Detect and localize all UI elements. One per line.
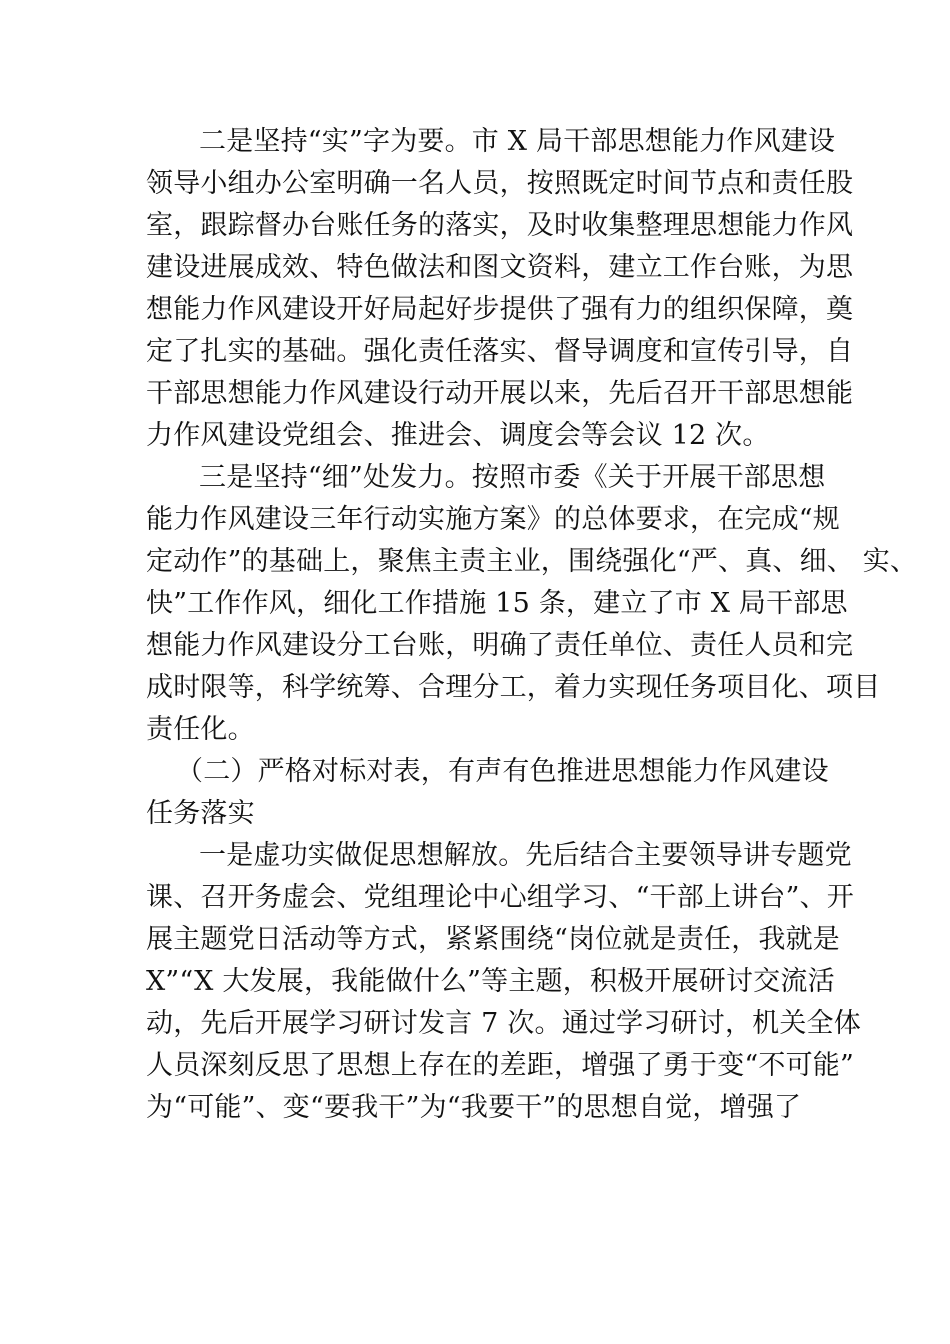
paragraph-4-line-2: 课、召开务虚会、党组理论中心组学习、“干部上讲台”、开: [146, 882, 855, 913]
paragraph-2-line-6: 定了扎实的基础。强化责任落实、督导调度和宣传引导，自: [146, 336, 854, 367]
paragraph-3-line-2: 能力作风建设三年行动实施方案》的总体要求，在完成“规: [146, 504, 841, 535]
paragraph-3-line-6: 成时限等，科学统筹、合理分工，着力实现任务项目化、项目: [146, 672, 881, 703]
paragraph-3-line-3: 定动作”的基础上，聚焦主责主业，围绕强化“严、真、细、 实、: [146, 546, 918, 577]
paragraph-3-line-4: 快”工作作风，细化工作措施 15 条，建立了市 X 局干部思: [146, 588, 848, 619]
paragraph-4-line-3: 展主题党日活动等方式，紧紧围绕“岗位就是责任，我就是: [146, 924, 841, 955]
paragraph-2-line-2: 领导小组办公室明确一名人员，按照既定时间节点和责任股: [146, 168, 854, 199]
paragraph-2-line-7: 干部思想能力作风建设行动开展以来，先后召开干部思想能: [146, 378, 854, 409]
paragraph-3-line-7: 责任化。: [146, 714, 255, 745]
section-heading-line-1: （二）严格对标对表，有声有色推进思想能力作风建设: [176, 756, 829, 787]
paragraph-4-line-6: 人员深刻反思了思想上存在的差距，增强了勇于变“不可能”: [146, 1050, 855, 1081]
paragraph-4-line-5: 动，先后开展学习研讨发言 7 次。通过学习研讨，机关全体: [146, 1008, 861, 1039]
paragraph-3-line-5: 想能力作风建设分工台账，明确了责任单位、责任人员和完: [146, 630, 854, 661]
paragraph-2-line-4: 建设进展成效、特色做法和图文资料，建立工作台账，为思: [146, 252, 854, 283]
section-heading-line-2: 任务落实: [146, 798, 255, 829]
paragraph-2-line-3: 室，跟踪督办台账任务的落实，及时收集整理思想能力作风: [146, 210, 854, 241]
paragraph-4-line-1: 一是虚功实做促思想解放。先后结合主要领导讲专题党: [199, 840, 852, 871]
paragraph-2-line-5: 想能力作风建设开好局起好步提供了强有力的组织保障，奠: [146, 294, 854, 325]
paragraph-3-line-1: 三是坚持“细”处发力。按照市委《关于开展干部思想: [199, 462, 826, 493]
paragraph-2-line-8: 力作风建设党组会、推进会、调度会等会议 12 次。: [146, 420, 770, 451]
paragraph-2-line-1: 二是坚持“实”字为要。市 X 局干部思想能力作风建设: [199, 126, 836, 157]
paragraph-4-line-4: X”“X 大发展，我能做什么”等主题，积极开展研讨交流活: [146, 966, 835, 997]
paragraph-4-line-7: 为“可能”、变“要我干”为“我要干”的思想自觉，增强了: [146, 1092, 802, 1123]
